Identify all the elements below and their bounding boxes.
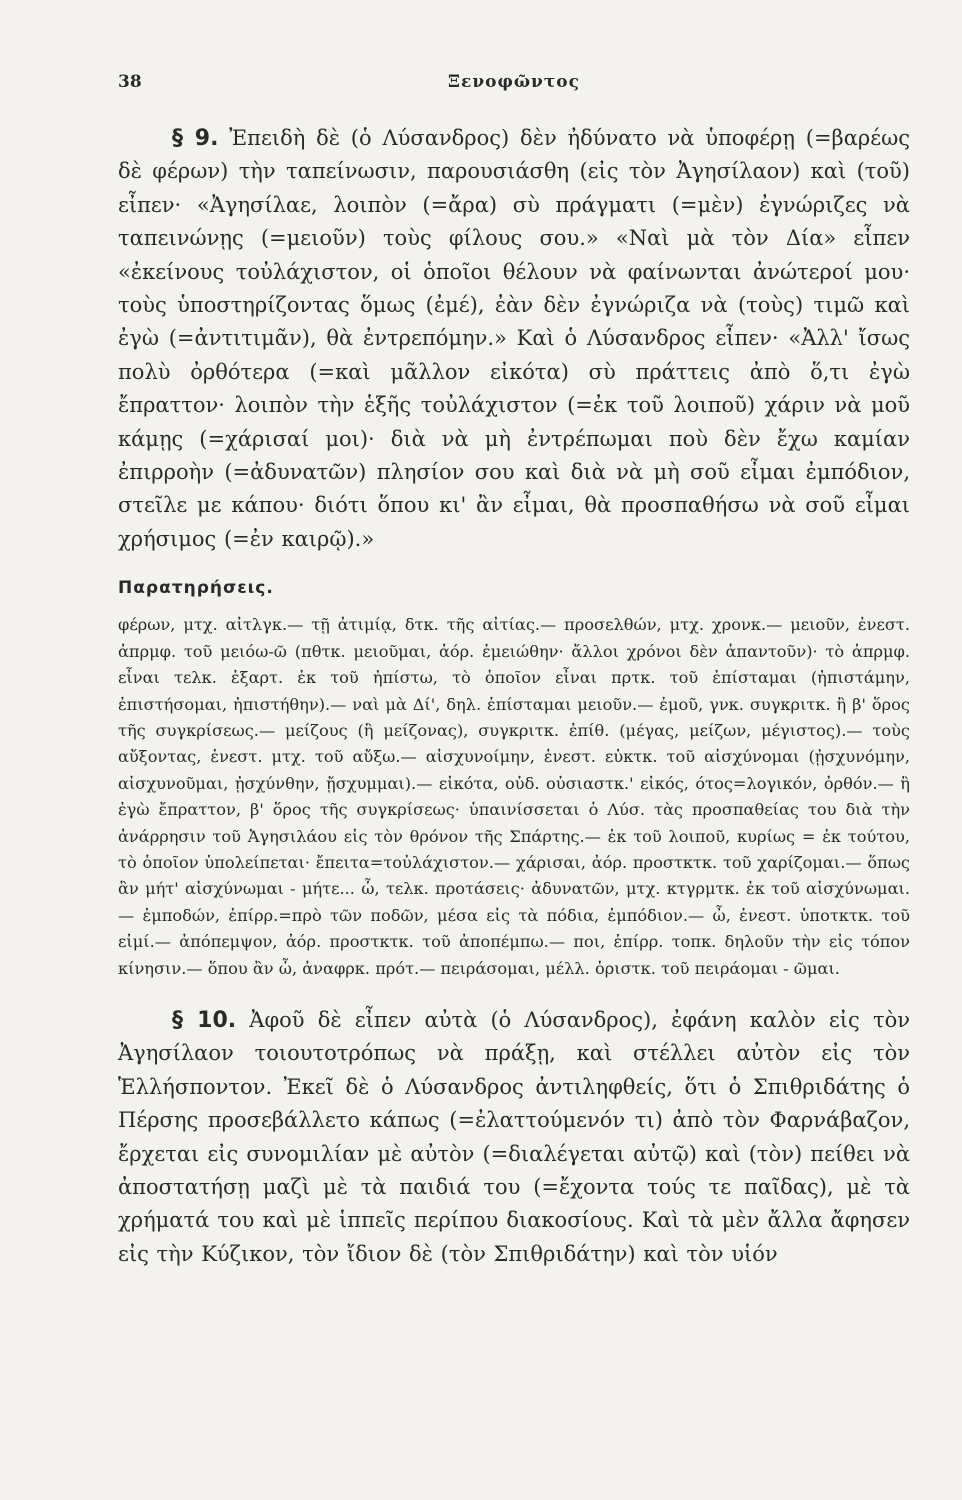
page-header [118, 72, 910, 104]
section-9-paragraph [118, 122, 910, 556]
notes-heading: Παρατηρήσεις. [118, 578, 274, 599]
book-page [118, 72, 910, 1271]
page-number: 38 [118, 72, 142, 92]
section-10-paragraph [118, 1004, 910, 1271]
section-10-number: § 10. [172, 1007, 237, 1033]
running-title: Ξενοφῶντος [448, 72, 580, 92]
section-10-text: Ἀφοῦ δὲ εἶπεν αὐτὰ (ὁ Λύσανδρος), ἐφάνη καλὸν εἰς τὸν Ἀγησίλαον τοιουτοτρόπως νὰ πράξῃ, καὶ στέλλει αὐτὸν εἰς τὸν Ἑλλήσποντον. Ἐκεῖ δὲ ὁ Λύσανδρος ἀντιληφθείς, ὅτι ὁ Σπιθριδάτης ὁ Πέρσης προσεβάλλετο κάπως (=ἐλαττούμενόν τι) ἀπὸ τὸν Φαρνάβαζον, ἔρχεται εἰς συνομιλίαν μὲ αὐτὸν (=διαλέγεται αὐτῷ) καὶ (τὸν) πείθει νὰ ἀποστατήσῃ μαζὶ μὲ τὰ παιδιά του (=ἔχοντα τούς τε παῖδας), μὲ τὰ χρήματά του καὶ μὲ ἱππεῖς περίπου διακοσίους. Καὶ τὰ μὲν ἄλλα ἄφησεν εἰς τὴν Κύζικον, τὸν ἴδιον δὲ (τὸν Σπιθριδάτην) καὶ τὸν υἱόν [118, 1007, 910, 1266]
section-9-number: § 9. [172, 126, 219, 151]
section-9-text: Ἐπειδὴ δὲ (ὁ Λύσανδρος) δὲν ἠδύνατο νὰ ὑποφέρῃ (=βαρέως δὲ φέρων) τὴν ταπείνωσιν, παρουσιάσθη (εἰς τὸν Ἀγησίλαον) καὶ (τοῦ) εἶπεν· «Ἀγησίλαε, λοιπὸν (=ἄρα) σὺ πράγματι (=μὲν) ἐγνώριζες νὰ ταπεινώνῃς (=μειοῦν) τοὺς φίλους σου.» «Ναὶ μὰ τὸν Δία» εἶπεν «ἐκείνους τοὐλάχιστον, οἱ ὁποῖοι θέλουν νὰ φαίνωνται ἀνώτεροί μου· τοὺς ὑποστηρίζοντας ὅμως (ἐμέ), ἐὰν δὲν ἐγνώριζα νὰ (τοὺς) τιμῶ καὶ ἐγὼ (=ἀντιτιμᾶν), θὰ ἐντρεπόμην.» Καὶ ὁ Λύσανδρος εἶπεν· «Ἀλλ' ἴσως πολὺ ὀρθότερα (=καὶ μᾶλλον εἰκότα) σὺ πράττεις ἀπὸ ὅ,τι ἐγὼ ἔπραττον· λοιπὸν τὴν ἑξῆς τοὐλάχιστον (=ἐκ τοῦ λοιποῦ) χάριν νὰ μοῦ κάμῃς (=χάρισαί μοι)· διὰ νὰ μὴ ἐντρέπωμαι ποὺ δὲν ἔχω καμίαν ἐπιρροὴν (=ἀδυνατῶν) πλησίον σου καὶ διὰ νὰ μὴ σοῦ εἶμαι ἐμπόδιον, στεῖλε με κάπου· διότι ὅπου κι' ἂν εἶμαι, θὰ προσπαθήσω νὰ σοῦ εἶμαι χρήσιμος (=ἐν καιρῷ).» [118, 126, 910, 551]
notes-paragraph: φέρων, μτχ. αἰτλγκ.— τῇ ἀτιμίᾳ, δτκ. τῆς αἰτίας.— προσελθών, μτχ. χρονκ.— μειοῦν, ἐνεστ. ἀπρμφ. τοῦ μειόω-ῶ (πθτκ. μειοῦμαι, ἀόρ. ἐμειώθην· ἄλλοι χρόνοι δὲν ἀπαντοῦν)· τὸ ἀπρμφ. εἶναι τελκ. ἐξαρτ. ἐκ τοῦ ἠπίστω, τὸ ὁποῖον εἶναι πρτκ. τοῦ ἐπίσταμαι (ἠπιστάμην, ἐπιστήσομαι, ἠπιστήθην).— ναὶ μὰ Δί', δηλ. ἐπίσταμαι μειοῦν.— ἐμοῦ, γνκ. συγκριτκ. ἢ β' ὅρος τῆς συγκρίσεως.— μείζους (ἢ μείζονας), συγκριτκ. ἐπίθ. (μέγας, μείζων, μέγιστος).— τοὺς αὔξοντας, ἐνεστ. μτχ. τοῦ αὔξω.— αἰσχυνοίμην, ἐνεστ. εὐκτκ. τοῦ αἰσχύνομαι (ᾐσχυνόμην, αἰσχυνοῦμαι, ᾐσχύνθην, ᾔσχυμμαι).— εἰκότα, οὐδ. οὐσιαστκ.' εἰκός, ότος=λογικόν, ὀρθόν.— ἢ ἐγὼ ἔπραττον, β' ὅρος τῆς συγκρίσεως· ὑπαινίσσεται ὁ Λύσ. τὰς προσπαθείας του διὰ τὴν ἀνάρρησιν τοῦ Ἀγησιλάου εἰς τὸν θρόνον τῆς Σπάρτης.— ἐκ τοῦ λοιποῦ, κυρίως = ἐκ τούτου, τὸ ὁποῖον ὑπολείπεται· ἔπειτα=τοὐλάχιστον.— χάρισαι, ἀόρ. προστκτκ. τοῦ χαρίζομαι.— ὅπως ἂν μήτ' αἰσχύνωμαι - μήτε... ὦ, τελκ. προτάσεις· ἀδυνατῶν, μτχ. κτγρμτκ. ἐκ τοῦ αἰσχύνωμαι.— ἐμποδών, ἐπίρρ.=πρὸ τῶν ποδῶν, μέσα εἰς τὰ πόδια, ἐμπόδιον.— ὦ, ἐνεστ. ὑποτκτκ. τοῦ εἰμί.— ἀπόπεμψον, ἀόρ. προστκτκ. τοῦ ἀποπέμπω.— ποι, ἐπίρρ. τοπκ. δηλοῦν τὴν εἰς τόπον κίνησιν.— ὅπου ἂν ὦ, ἀναφρκ. πρότ.— πειράσομαι, μέλλ. ὁριστκ. τοῦ πειράομαι - ῶμαι. [118, 615, 910, 978]
